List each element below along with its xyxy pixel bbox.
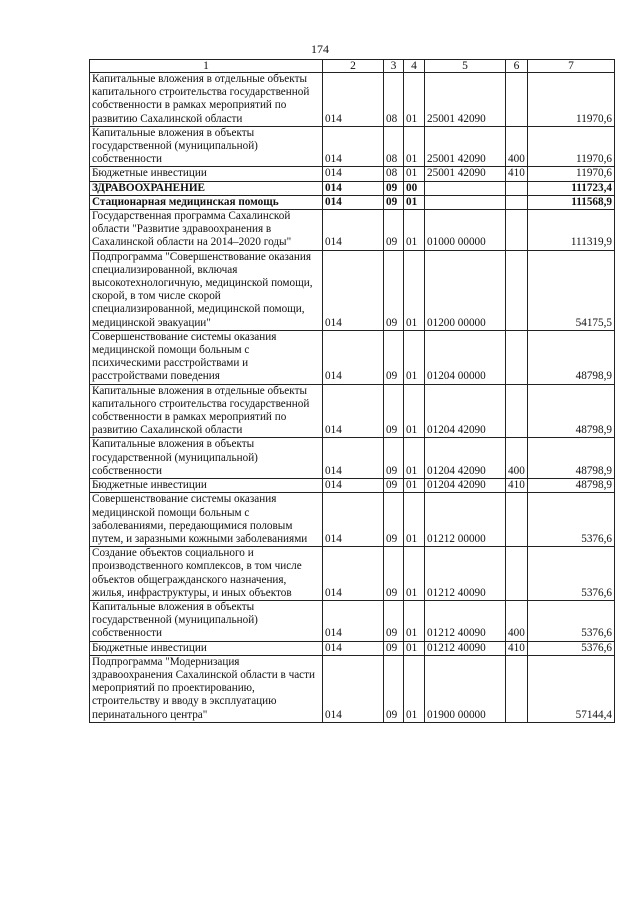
table-row — [90, 600, 615, 641]
row-amount-cell: 11970,6 — [528, 73, 615, 127]
row-target-cell: 01204 42090 — [425, 479, 506, 493]
row-name-cell: Капитальные вложения в объекты государственной (муниципальной) собственности — [90, 600, 323, 641]
row-section-cell: 08 — [384, 73, 404, 127]
row-name-cell: ЗДРАВООХРАНЕНИЕ — [90, 181, 323, 195]
row-subsection-cell: 01 — [404, 384, 425, 438]
row-amount-cell: 11970,6 — [528, 126, 615, 167]
row-subsection-cell: 01 — [404, 641, 425, 655]
row-target-cell: 01900 00000 — [425, 655, 506, 722]
row-amount-cell: 48798,9 — [528, 330, 615, 384]
row-name-cell: Подпрограмма "Модернизация здравоохранения Сахалинской области в части мероприятий по проектированию, строительству и вводу в эксплуатацию перинатального центра" — [90, 655, 323, 722]
row-section-cell: 09 — [384, 655, 404, 722]
row-target-cell: 01212 40090 — [425, 600, 506, 641]
row-name-cell: Совершенствование системы оказания медицинской помощи больным с психическими расстройствами и расстройствами поведения — [90, 330, 323, 384]
row-subsection-cell: 01 — [404, 73, 425, 127]
row-target-cell: 25001 42090 — [425, 73, 506, 127]
row-name-cell: Бюджетные инвестиции — [90, 641, 323, 655]
row-amount-cell: 48798,9 — [528, 438, 615, 479]
header-cell: 1 — [90, 60, 323, 73]
header-cell: 6 — [506, 60, 528, 73]
row-subsection-cell: 01 — [404, 167, 425, 181]
row-type-cell — [506, 210, 528, 251]
row-ministry-cell: 014 — [323, 641, 384, 655]
table-row — [90, 547, 615, 601]
table-row — [90, 438, 615, 479]
row-type-cell — [506, 547, 528, 601]
row-target-cell: 01204 00000 — [425, 330, 506, 384]
row-subsection-cell: 01 — [404, 493, 425, 547]
row-type-cell: 410 — [506, 479, 528, 493]
row-name-cell: Подпрограмма "Совершенствование оказания специализированной, включая высокотехнологичную, медицинской помощи, скорой, в том числе скорой специализированной, медицинской помощи, медицинской эвакуации" — [90, 250, 323, 330]
header-row — [90, 60, 615, 73]
row-type-cell — [506, 181, 528, 195]
row-target-cell — [425, 181, 506, 195]
row-name-cell: Совершенствование системы оказания медицинской помощи больным с заболеваниями, передающимися половым путем, и заразными кожными заболеваниями — [90, 493, 323, 547]
row-ministry-cell: 014 — [323, 547, 384, 601]
row-section-cell: 09 — [384, 547, 404, 601]
row-ministry-cell: 014 — [323, 479, 384, 493]
row-section-cell: 09 — [384, 493, 404, 547]
row-subsection-cell: 01 — [404, 210, 425, 251]
table-row — [90, 384, 615, 438]
row-subsection-cell: 01 — [404, 126, 425, 167]
row-type-cell — [506, 250, 528, 330]
row-target-cell: 01212 40090 — [425, 641, 506, 655]
row-ministry-cell: 014 — [323, 600, 384, 641]
row-subsection-cell: 01 — [404, 330, 425, 384]
row-section-cell: 09 — [384, 641, 404, 655]
row-type-cell: 400 — [506, 126, 528, 167]
header-cell: 2 — [323, 60, 384, 73]
row-target-cell: 25001 42090 — [425, 167, 506, 181]
row-name-cell: Создание объектов социального и производственного комплексов, в том числе объектов общегражданского назначения, жилья, инфраструктуры, и иных объектов — [90, 547, 323, 601]
row-ministry-cell: 014 — [323, 330, 384, 384]
row-type-cell: 410 — [506, 167, 528, 181]
row-subsection-cell: 01 — [404, 547, 425, 601]
row-subsection-cell: 00 — [404, 181, 425, 195]
row-section-cell: 09 — [384, 384, 404, 438]
table-row — [90, 126, 615, 167]
row-ministry-cell: 014 — [323, 438, 384, 479]
row-section-cell: 08 — [384, 167, 404, 181]
row-ministry-cell: 014 — [323, 250, 384, 330]
table-row — [90, 250, 615, 330]
row-type-cell: 410 — [506, 641, 528, 655]
table-row — [90, 493, 615, 547]
row-ministry-cell: 014 — [323, 210, 384, 251]
row-name-cell: Государственная программа Сахалинской области "Развитие здравоохранения в Сахалинской области на 2014–2020 годы" — [90, 210, 323, 251]
row-type-cell: 400 — [506, 600, 528, 641]
row-target-cell — [425, 195, 506, 209]
row-section-cell: 08 — [384, 126, 404, 167]
row-target-cell: 01204 42090 — [425, 384, 506, 438]
header-cell: 4 — [404, 60, 425, 73]
row-section-cell: 09 — [384, 330, 404, 384]
row-name-cell: Бюджетные инвестиции — [90, 167, 323, 181]
table-row — [90, 167, 615, 181]
budget-table — [89, 59, 615, 723]
row-subsection-cell: 01 — [404, 250, 425, 330]
row-name-cell: Стационарная медицинская помощь — [90, 195, 323, 209]
row-target-cell: 01204 42090 — [425, 438, 506, 479]
row-section-cell: 09 — [384, 438, 404, 479]
row-target-cell: 01000 00000 — [425, 210, 506, 251]
table-row — [90, 210, 615, 251]
row-amount-cell: 48798,9 — [528, 479, 615, 493]
row-type-cell — [506, 493, 528, 547]
row-ministry-cell: 014 — [323, 655, 384, 722]
row-type-cell — [506, 655, 528, 722]
row-section-cell: 09 — [384, 479, 404, 493]
row-subsection-cell: 01 — [404, 655, 425, 722]
table-row — [90, 641, 615, 655]
row-type-cell — [506, 73, 528, 127]
row-ministry-cell: 014 — [323, 181, 384, 195]
table-row — [90, 330, 615, 384]
row-type-cell — [506, 330, 528, 384]
table-row — [90, 195, 615, 209]
row-ministry-cell: 014 — [323, 126, 384, 167]
row-amount-cell: 11970,6 — [528, 167, 615, 181]
row-ministry-cell: 014 — [323, 384, 384, 438]
page-number: 174 — [311, 42, 329, 56]
row-name-cell: Капитальные вложения в объекты государственной (муниципальной) собственности — [90, 438, 323, 479]
row-amount-cell: 111319,9 — [528, 210, 615, 251]
row-subsection-cell: 01 — [404, 600, 425, 641]
table-row — [90, 181, 615, 195]
row-type-cell — [506, 195, 528, 209]
row-subsection-cell: 01 — [404, 438, 425, 479]
table-row — [90, 479, 615, 493]
row-target-cell: 01200 00000 — [425, 250, 506, 330]
row-type-cell — [506, 384, 528, 438]
row-target-cell: 01212 00000 — [425, 493, 506, 547]
row-ministry-cell: 014 — [323, 195, 384, 209]
header-cell: 7 — [528, 60, 615, 73]
row-amount-cell: 111568,9 — [528, 195, 615, 209]
row-ministry-cell: 014 — [323, 73, 384, 127]
row-section-cell: 09 — [384, 600, 404, 641]
table-row — [90, 73, 615, 127]
header-cell: 5 — [425, 60, 506, 73]
row-name-cell: Капитальные вложения в объекты государственной (муниципальной) собственности — [90, 126, 323, 167]
row-section-cell: 09 — [384, 210, 404, 251]
row-name-cell: Бюджетные инвестиции — [90, 479, 323, 493]
row-amount-cell: 5376,6 — [528, 493, 615, 547]
row-amount-cell: 5376,6 — [528, 547, 615, 601]
row-target-cell: 01212 40090 — [425, 547, 506, 601]
row-section-cell: 09 — [384, 181, 404, 195]
row-name-cell: Капитальные вложения в отдельные объекты капитального строительства государственной собственности в рамках мероприятий по развитию Сахалинской области — [90, 73, 323, 127]
row-amount-cell: 57144,4 — [528, 655, 615, 722]
table-row — [90, 655, 615, 722]
row-amount-cell: 5376,6 — [528, 641, 615, 655]
row-amount-cell: 48798,9 — [528, 384, 615, 438]
row-subsection-cell: 01 — [404, 195, 425, 209]
row-ministry-cell: 014 — [323, 493, 384, 547]
row-amount-cell: 5376,6 — [528, 600, 615, 641]
row-type-cell: 400 — [506, 438, 528, 479]
header-cell: 3 — [384, 60, 404, 73]
row-target-cell: 25001 42090 — [425, 126, 506, 167]
row-ministry-cell: 014 — [323, 167, 384, 181]
row-name-cell: Капитальные вложения в отдельные объекты капитального строительства государственной собственности в рамках мероприятий по развитию Сахалинской области — [90, 384, 323, 438]
row-amount-cell: 111723,4 — [528, 181, 615, 195]
row-subsection-cell: 01 — [404, 479, 425, 493]
row-section-cell: 09 — [384, 195, 404, 209]
row-amount-cell: 54175,5 — [528, 250, 615, 330]
row-section-cell: 09 — [384, 250, 404, 330]
